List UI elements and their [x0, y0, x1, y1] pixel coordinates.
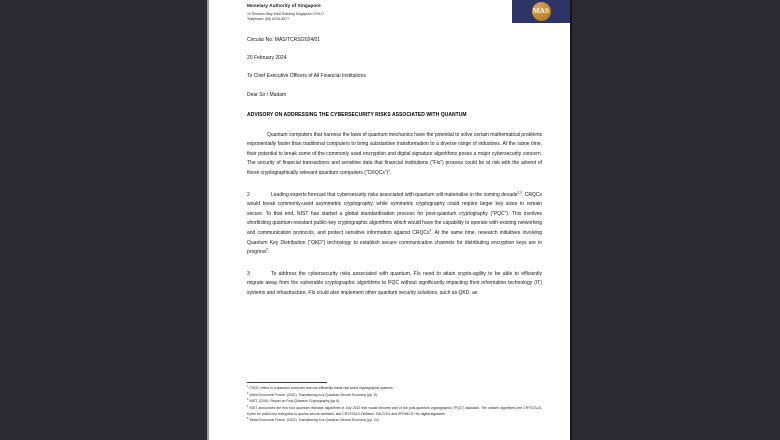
footnote-item: [247, 386, 542, 392]
document-addressee: To Chief Executive Officers of All Financial Institutions: [247, 72, 366, 79]
paragraph-2-text-b: . CRQCs would break commonly-used asymmetric cryptography, while symmetric cryptography could require larger key sizes to remain secure. To that end, NIST has started a global standardisation process for post-quantum cryptography (“PQC”). This involves shortlisting quantum-resistant public-key cryptographic algorithms which would have the capability to operate with existing networking and communication protocols, and protect sensitive information against CRQCs: [247, 191, 543, 237]
paragraph-3: [247, 270, 542, 299]
footnote-item: [247, 418, 542, 424]
mas-logo-text: MAS: [532, 7, 550, 15]
footnote-marker: 4: [247, 404, 249, 408]
footnote-text: NIST announced the first four quantum resistant algorithms in July 2022 that would become part of the post-quantum cryptographic (“PQC”) standard. The chosen algorithms are CRYSTALS-Kyber for public key encryption to access secure websites, and CRYSTALS-Dilithium, FALCON, and SPHINCS+ for digital signature.: [247, 406, 542, 416]
paragraph-2-text-a: Leading experts forecast that cybersecurity risks associated with quantum will materialise in the coming decade: [271, 191, 518, 198]
footnote-ref-5[interactable]: 5: [266, 247, 269, 252]
page-right-edge: [570, 0, 572, 440]
paragraph-1: [247, 131, 542, 179]
paragraph-2-text-c: . At the same time, research initiatives involving Quantum Key Distribution (“QKD”) technology to establish secure communication channels for distributing encryption keys are in progress: [247, 230, 542, 256]
footnote-text: CRQC refers to a quantum computer that can efficiently break real world cryptographic systems.: [249, 386, 394, 390]
letterhead-address-line: 10 Shenton Way MAS Building Singapore 079117: [247, 12, 325, 17]
paragraph-3-text: To address the cybersecurity risks associated with quantum, FIs need to attain crypto-agility to be able to efficiently migrate away from the vulnerable cryptographic algorithms to PQC without significantly impacting their information technology (IT) systems and infrastructure. FIs could also implement other quantum security solutions, such as QKD, as: [247, 270, 542, 296]
footnote-item: [247, 399, 542, 405]
footnotes-section: [247, 382, 542, 424]
paragraph-2-number: 2: [247, 191, 250, 198]
footnote-marker: 5: [247, 417, 249, 421]
letterhead-telephone-line: Telephone: (65) 6225-5577: [247, 17, 290, 22]
footnote-text: World Economic Forum. (2022). Transitioning to a Quantum-Secure Economy (pp. 9).: [249, 392, 378, 397]
document-content: [247, 0, 542, 299]
footnote-text: NIST. (2016). Report on Post-Quantum Cryptography (pp.6).: [249, 399, 341, 404]
paragraph-2: [247, 191, 542, 258]
footnote-marker: 3: [247, 398, 249, 402]
document-page: [209, 0, 570, 440]
footnote-ref-4[interactable]: 4: [429, 228, 432, 233]
paragraph-3-number: 3: [247, 270, 250, 277]
document-title: ADVISORY ON ADDRESSING THE CYBERSECURITY RISKS ASSOCIATED WITH QUANTUM: [247, 111, 467, 118]
paragraph-1-text: Quantum computers that harness the laws of quantum mechanics have the potential to solve certain mathematical problems exponentially faster than traditional computers to bring substantive transformation to a diverse range of industries. At the same time, their potential to break some of the commonly used encryption and digital signature algorithms poses a major cybersecurity concern. The security of financial transactions and sensitive data that financial institutions (“FIs”) process could be at risk with the advent of these cryptographically relevant quantum computers (“CRQCs”): [247, 131, 542, 177]
footnote-marker: 2: [247, 391, 249, 395]
document-date: 20 February 2024: [247, 54, 287, 61]
footnote-text: World Economic Forum. (2022). Transitioning to a Quantum-Secure Economy (pp. 24).: [249, 418, 380, 423]
paragraph-2-text-d: .: [268, 249, 270, 256]
circular-number: Circular No. MAS/TCRS/2024/01: [247, 36, 321, 43]
paragraph-1-tail: .: [389, 170, 392, 177]
footnote-ref-1[interactable]: 1: [388, 168, 390, 173]
footnote-ref-2-3[interactable]: 2,3: [517, 190, 522, 194]
footnote-separator-rule: [247, 382, 327, 383]
letterhead-organisation: Monetary Authority of Singapore: [247, 3, 321, 8]
footnote-item: [247, 406, 542, 417]
document-salutation: Dear Sir / Madam: [247, 91, 287, 98]
footnote-marker: 1: [247, 384, 249, 388]
letterhead-address: [247, 12, 542, 23]
